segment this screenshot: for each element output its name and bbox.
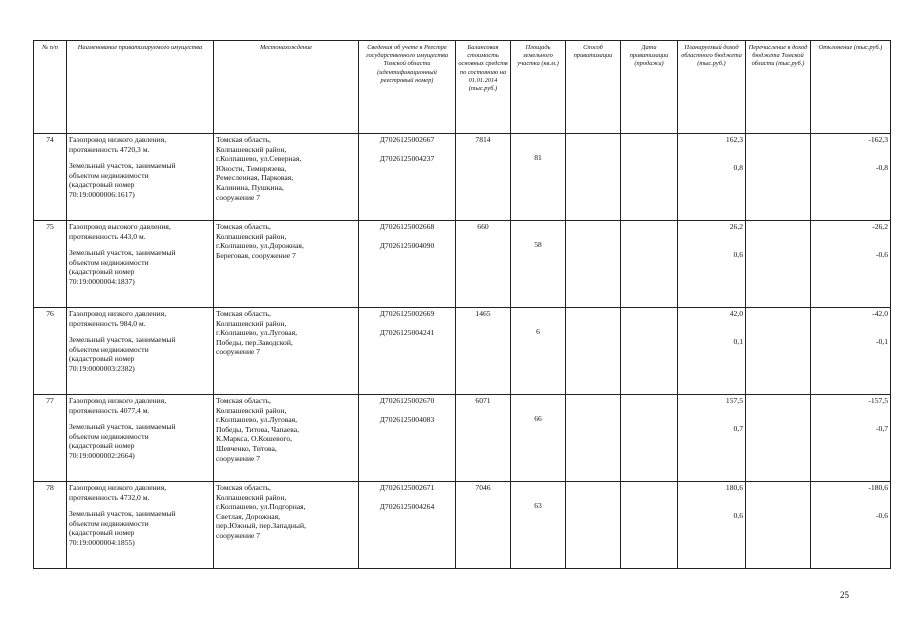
location-line: Колпашевский район, xyxy=(216,231,287,241)
planned-income-cell xyxy=(678,395,746,482)
spacer xyxy=(680,241,743,250)
land-plot-line: объектом недвижимости xyxy=(69,344,149,354)
registry-number-pipeline: Д7026125002669 xyxy=(379,309,435,318)
header-planned-income: Планируемый доход областного бюджета (тыс.руб.) xyxy=(678,41,746,134)
planned-income-land: 0,8 xyxy=(733,162,743,172)
planned-income-land: 0,1 xyxy=(733,336,743,346)
planned-income-pipeline: 26,2 xyxy=(729,222,743,231)
balance-cell xyxy=(456,395,511,482)
date-cell xyxy=(621,308,678,395)
balance-cell xyxy=(456,482,511,569)
date-cell xyxy=(621,395,678,482)
planned-income-cell xyxy=(678,134,746,221)
privatization-table xyxy=(33,40,891,569)
spacer xyxy=(813,493,888,502)
spacer xyxy=(680,145,743,154)
spacer xyxy=(680,328,743,337)
transfer-cell xyxy=(746,308,811,395)
object-name-line: протяженность 4720,3 м. xyxy=(69,144,150,154)
object-name-cell xyxy=(67,395,214,482)
transfer-cell xyxy=(746,221,811,308)
registry-number-land: Д7026125004241 xyxy=(379,327,435,337)
row-number-cell xyxy=(34,308,67,395)
spacer xyxy=(513,405,563,414)
object-name-cell xyxy=(67,221,214,308)
spacer xyxy=(680,493,743,502)
spacer xyxy=(813,319,888,328)
transfer-cell xyxy=(746,482,811,569)
header-area: Площадь земельного участка (кв.м.) xyxy=(511,41,566,134)
balance-cell xyxy=(456,134,511,221)
land-plot-line: объектом недвижимости xyxy=(69,257,149,267)
area-cell xyxy=(511,482,566,569)
location-cell xyxy=(214,134,359,221)
location-line: г.Колпашево, ул.Северная, xyxy=(216,154,302,164)
land-plot-line: объектом недвижимости xyxy=(69,170,149,180)
deviation-land: -0,8 xyxy=(875,162,888,172)
page-number: 25 xyxy=(840,590,849,600)
land-plot-line: Земельный участок, занимаемый xyxy=(69,509,176,519)
spacer xyxy=(513,309,563,318)
location-line: г.Колпашево, ул.Луговая, xyxy=(216,415,297,425)
header-transfer: Перечисление в доход бюджета Томской области (тыс.руб.) xyxy=(746,41,811,134)
method-cell xyxy=(566,395,621,482)
spacer xyxy=(361,493,453,502)
land-plot-line: 70:19:0000002:2664) xyxy=(69,450,135,460)
location-line: сооружение 7 xyxy=(216,453,261,463)
table-header-row xyxy=(34,41,891,134)
object-name-cell xyxy=(67,482,214,569)
location-line: Колпашевский район, xyxy=(216,405,287,415)
header-date: Дата приватизации (продажи) xyxy=(621,41,678,134)
location-line: Томская область, xyxy=(216,309,271,318)
spacer xyxy=(680,502,743,511)
object-name-line: Газопровод низкого давления, xyxy=(69,396,167,405)
transfer-cell xyxy=(746,134,811,221)
registry-number-cell xyxy=(359,482,456,569)
object-name-cell xyxy=(67,308,214,395)
location-line: г.Колпашево, ул.Подгорная, xyxy=(216,502,306,512)
location-line: Томская область, xyxy=(216,135,271,144)
spacer xyxy=(813,241,888,250)
land-plot-description xyxy=(69,422,211,460)
row-number-cell xyxy=(34,482,67,569)
location-cell xyxy=(214,482,359,569)
land-plot-line: (кадастровый номер xyxy=(69,441,135,451)
location-line: Колпашевский район, xyxy=(216,492,287,502)
land-plot-line: Земельный участок, занимаемый xyxy=(69,161,176,171)
row-number-cell xyxy=(34,221,67,308)
spacer xyxy=(813,502,888,511)
deviation-pipeline: -26,2 xyxy=(872,222,888,231)
table-row xyxy=(34,221,891,308)
area-value: 66 xyxy=(534,414,542,423)
balance-value: 7814 xyxy=(475,135,491,144)
row-number-cell xyxy=(34,395,67,482)
land-plot-description xyxy=(69,161,211,199)
spacer xyxy=(813,154,888,163)
land-plot-line: (кадастровый номер xyxy=(69,528,135,538)
spacer xyxy=(361,232,453,241)
row-number: 74 xyxy=(46,135,54,144)
land-plot-line: объектом недвижимости xyxy=(69,518,149,528)
spacer xyxy=(813,232,888,241)
object-name-line: Газопровод низкого давления, xyxy=(69,135,167,144)
land-plot-line: 70:19:0000004:1855) xyxy=(69,537,135,547)
deviation-cell xyxy=(811,134,891,221)
registry-number-cell xyxy=(359,221,456,308)
location-line: Томская область, xyxy=(216,396,271,405)
registry-number-cell xyxy=(359,395,456,482)
row-number: 75 xyxy=(46,222,54,231)
spacer xyxy=(513,135,563,144)
spacer xyxy=(680,319,743,328)
registry-number-cell xyxy=(359,308,456,395)
deviation-land: -0,6 xyxy=(875,510,888,520)
planned-income-land: 0,7 xyxy=(733,423,743,433)
balance-cell xyxy=(456,308,511,395)
spacer xyxy=(680,415,743,424)
deviation-pipeline: -162,3 xyxy=(868,135,888,144)
planned-income-pipeline: 180,6 xyxy=(725,483,743,492)
location-cell xyxy=(214,308,359,395)
object-name-line: Газопровод низкого давления, xyxy=(69,309,167,318)
spacer xyxy=(513,483,563,492)
header-location: Местонахождение xyxy=(214,41,359,134)
object-name-line: протяженность 443,0 м. xyxy=(69,231,146,241)
location-line: Светлая, Дорожная, xyxy=(216,511,281,521)
area-value: 58 xyxy=(534,240,542,249)
spacer xyxy=(680,154,743,163)
location-line: Калинина, Пушкина, xyxy=(216,182,284,192)
header-number: № п/п xyxy=(34,41,67,134)
header-name: Наименование приватизируемого имущества xyxy=(67,41,214,134)
balance-value: 6071 xyxy=(475,396,491,405)
row-number: 77 xyxy=(46,396,54,405)
deviation-cell xyxy=(811,308,891,395)
spacer xyxy=(513,396,563,405)
location-line: Колпашевский район, xyxy=(216,318,287,328)
land-plot-description xyxy=(69,335,211,373)
balance-value: 7046 xyxy=(475,483,491,492)
transfer-cell xyxy=(746,395,811,482)
deviation-land: -0,6 xyxy=(875,249,888,259)
planned-income-cell xyxy=(678,221,746,308)
deviation-pipeline: -180,6 xyxy=(868,483,888,492)
method-cell xyxy=(566,482,621,569)
spacer xyxy=(680,232,743,241)
spacer xyxy=(813,328,888,337)
table-row xyxy=(34,482,891,569)
table-row xyxy=(34,395,891,482)
registry-number-pipeline: Д7026125002671 xyxy=(379,483,435,492)
deviation-pipeline: -42,0 xyxy=(872,309,888,318)
location-line: Юности, Тимирязева, xyxy=(216,163,287,173)
object-name-line: протяженность 984,0 м. xyxy=(69,318,146,328)
method-cell xyxy=(566,221,621,308)
spacer xyxy=(513,231,563,240)
spacer xyxy=(361,319,453,328)
land-plot-line: 70:19:0000003:2382) xyxy=(69,363,135,373)
registry-number-pipeline: Д7026125002667 xyxy=(379,135,435,144)
header-method: Способ приватизации xyxy=(566,41,621,134)
object-name-line: протяженность 4732,0 м. xyxy=(69,492,150,502)
spacer xyxy=(361,145,453,154)
deviation-land: -0,7 xyxy=(875,423,888,433)
land-plot-line: 70:19:0000006:1617) xyxy=(69,189,135,199)
balance-cell xyxy=(456,221,511,308)
location-line: Победы, пер.Заводской, xyxy=(216,337,293,347)
location-cell xyxy=(214,221,359,308)
table-row xyxy=(34,134,891,221)
spacer xyxy=(513,492,563,501)
area-cell xyxy=(511,134,566,221)
land-plot-line: 70:19:0000004:1837) xyxy=(69,276,135,286)
area-cell xyxy=(511,395,566,482)
header-deviation: Отклонение (тыс.руб.) xyxy=(811,41,891,134)
planned-income-pipeline: 157,5 xyxy=(725,396,743,405)
location-cell xyxy=(214,395,359,482)
planned-income-pipeline: 42,0 xyxy=(729,309,743,318)
land-plot-description xyxy=(69,509,211,547)
location-line: Колпашевский район, xyxy=(216,144,287,154)
date-cell xyxy=(621,482,678,569)
location-line: сооружение 7 xyxy=(216,530,261,540)
object-name-line: протяженность 4077,4 м. xyxy=(69,405,150,415)
method-cell xyxy=(566,308,621,395)
registry-number-land: Д7026125004264 xyxy=(379,501,435,511)
row-number: 76 xyxy=(46,309,54,318)
location-line: Ремесленная, Парковая, xyxy=(216,173,294,183)
balance-value: 1465 xyxy=(475,309,491,318)
date-cell xyxy=(621,221,678,308)
spacer xyxy=(813,406,888,415)
spacer xyxy=(513,318,563,327)
location-line: г.Колпашево, ул.Дорожная, xyxy=(216,241,304,251)
land-plot-line: (кадастровый номер xyxy=(69,267,135,277)
location-line: Шевченко, Титова, xyxy=(216,443,277,453)
location-line: К.Маркса, О.Кошевого, xyxy=(216,434,293,444)
deviation-cell xyxy=(811,395,891,482)
planned-income-land: 0,6 xyxy=(733,510,743,520)
location-line: Победы, Титова, Чапаева, xyxy=(216,424,300,434)
spacer xyxy=(513,222,563,231)
spacer xyxy=(813,415,888,424)
registry-number-land: Д7026125004083 xyxy=(379,414,435,424)
area-value: 6 xyxy=(536,327,540,336)
registry-number-cell xyxy=(359,134,456,221)
deviation-pipeline: -157,5 xyxy=(868,396,888,405)
location-line: Береговая, сооружение 7 xyxy=(216,250,296,260)
registry-number-pipeline: Д7026125002668 xyxy=(379,222,435,231)
land-plot-line: Земельный участок, занимаемый xyxy=(69,335,176,345)
location-line: г.Колпашево, ул.Луговая, xyxy=(216,328,297,338)
header-registry: Сведения об учете в Реестре государственного имущества Томской области (идентификационный реестровый номер) xyxy=(359,41,456,134)
date-cell xyxy=(621,134,678,221)
spacer xyxy=(361,406,453,415)
land-plot-line: Земельный участок, занимаемый xyxy=(69,248,176,258)
object-name-line: Газопровод высокого давления, xyxy=(69,222,171,231)
object-name-line: Газопровод низкого давления, xyxy=(69,483,167,492)
deviation-cell xyxy=(811,482,891,569)
location-line: пер.Южный, пер.Западный, xyxy=(216,521,306,531)
spacer xyxy=(680,406,743,415)
land-plot-description xyxy=(69,248,211,286)
land-plot-line: (кадастровый номер xyxy=(69,180,135,190)
planned-income-cell xyxy=(678,308,746,395)
balance-value: 660 xyxy=(477,222,489,231)
area-cell xyxy=(511,308,566,395)
location-line: сооружение 7 xyxy=(216,347,261,357)
table-row xyxy=(34,308,891,395)
registry-number-land: Д7026125004237 xyxy=(379,153,435,163)
row-number-cell xyxy=(34,134,67,221)
planned-income-land: 0,6 xyxy=(733,249,743,259)
planned-income-cell xyxy=(678,482,746,569)
spacer xyxy=(813,145,888,154)
row-number: 78 xyxy=(46,483,54,492)
deviation-land: -0,1 xyxy=(875,336,888,346)
spacer xyxy=(513,144,563,153)
area-cell xyxy=(511,221,566,308)
location-line: Томская область, xyxy=(216,483,271,492)
registry-number-pipeline: Д7026125002670 xyxy=(379,396,435,405)
object-name-cell xyxy=(67,134,214,221)
registry-number-land: Д7026125004090 xyxy=(379,240,435,250)
area-value: 81 xyxy=(534,153,542,162)
location-line: Томская область, xyxy=(216,222,271,231)
planned-income-pipeline: 162,3 xyxy=(725,135,743,144)
land-plot-line: (кадастровый номер xyxy=(69,354,135,364)
land-plot-line: Земельный участок, занимаемый xyxy=(69,422,176,432)
location-line: сооружение 7 xyxy=(216,192,261,202)
deviation-cell xyxy=(811,221,891,308)
area-value: 63 xyxy=(534,501,542,510)
header-balance: Балансовая стоимость основных средств по состоянию на 01.01.2014 (тыс.руб.) xyxy=(456,41,511,134)
land-plot-line: объектом недвижимости xyxy=(69,431,149,441)
method-cell xyxy=(566,134,621,221)
